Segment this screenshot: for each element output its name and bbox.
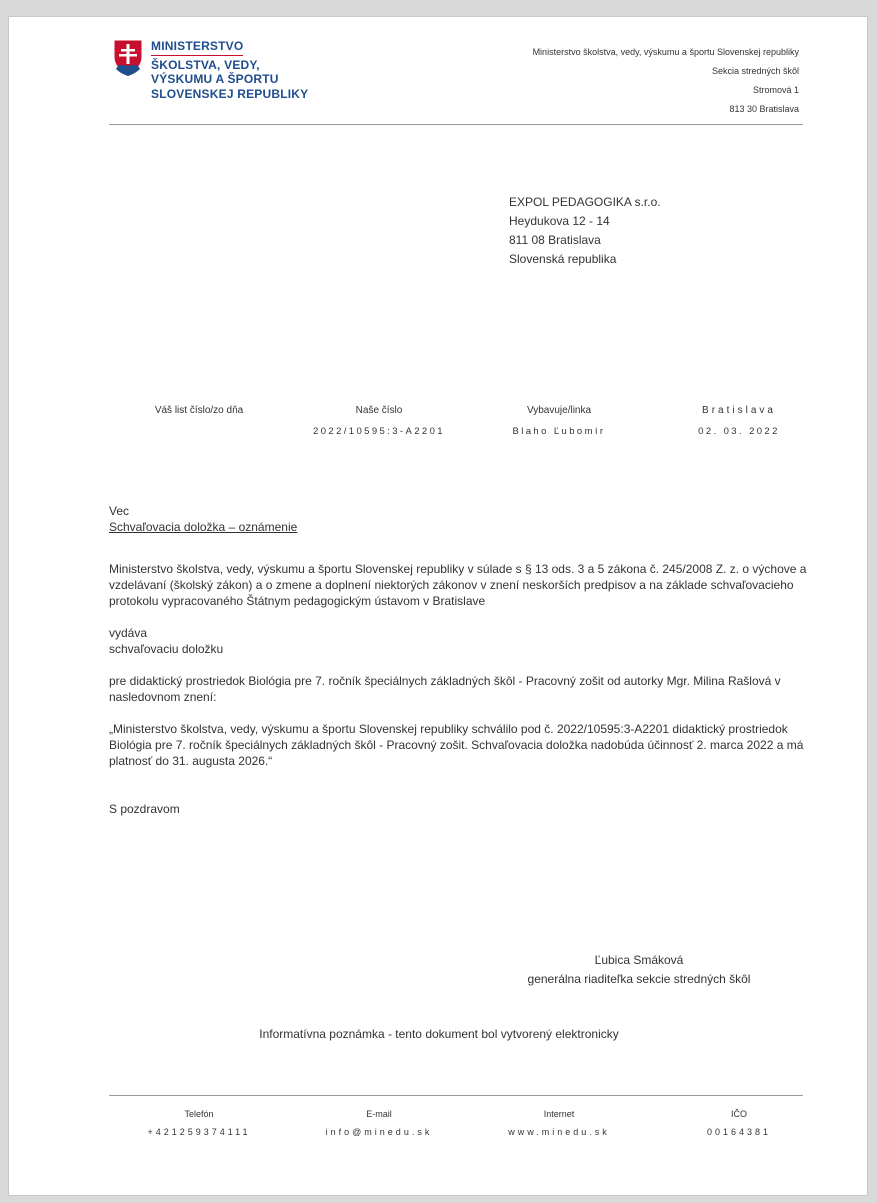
ministry-logo [113,39,313,99]
recipient-line: Slovenská republika [509,252,617,266]
footer-value: info@minedu.sk [325,1127,433,1137]
footer-label: Internet [543,1109,575,1119]
footer-label: E-mail [366,1109,392,1119]
electronic-document-note: Informatívna poznámka - tento dokument bol vytvorený elektronicky [259,1027,619,1041]
footer-internet [479,1109,639,1137]
sender-line: Stromová 1 [752,85,799,95]
footer-email [299,1109,459,1137]
ref-value: Blaho Ľubomír [512,426,606,437]
subject-block [109,503,809,535]
recipient-line: 811 08 Bratislava [509,233,601,247]
ref-label: Naše číslo [355,405,403,416]
subject-title: Schvaľovacia doložka – oznámenie [109,520,298,534]
header-divider [109,124,803,125]
issues-object: schvaľovaciu doložku [109,642,224,656]
ref-handled-by [479,405,639,437]
coat-of-arms-icon [113,39,143,77]
logo-line-3: VÝSKUMU A ŠPORTU [151,72,279,86]
logo-line-4: SLOVENSKEJ REPUBLIKY [151,86,309,101]
issues-verb: vydáva [109,626,148,640]
ref-label: Váš list číslo/zo dňa [154,405,244,416]
footer-phone [119,1109,279,1137]
subject-label: Vec [109,504,130,518]
sender-line: Ministerstvo školstva, vedy, výskumu a športu Slovenskej republiky [532,47,799,57]
ref-your-letter [119,405,279,426]
signatory-name: Ľubica Smáková [594,953,684,967]
letter-page [8,16,868,1196]
recipient-line: EXPOL PEDAGOGIKA s.r.o. [509,195,661,209]
logo-line-2: ŠKOLSTVA, VEDY, [151,57,260,72]
ref-label: Vybavuje/linka [526,405,592,416]
ref-value: 02. 03. 2022 [698,426,780,437]
ref-place-date [659,405,819,437]
closing-greeting: S pozdravom [109,802,180,816]
recipient-line: Heydukova 12 - 14 [509,214,610,228]
footer-label: IČO [730,1109,747,1119]
recipient-address [509,193,661,269]
ref-label: Bratislava [702,405,776,416]
paragraph-approval-quote: „Ministerstvo školstva, vedy, výskumu a športu Slovenskej republiky schválilo pod č. 2022/10595:3-A2201 didaktický prostriedok Biológia pre 7. ročník špeciálnych základných škôl - Pracovný zošit. Schvaľovacia doložka nadobúda účinnosť 2. marca 2022 a má platnosť do 31. augusta 2026.“ [109,722,804,768]
ref-value: 2022/10595:3-A2201 [313,426,445,437]
ref-our-number [294,405,464,437]
footer-value: +421259374111 [147,1127,251,1137]
sender-line: Sekcia stredných škôl [711,66,799,76]
paragraph-legal-basis: Ministerstvo školstva, vedy, výskumu a športu Slovenskej republiky v súlade s § 13 ods. 3 a 5 zákona č. 245/2008 Z. z. o výchove a vzdelávaní (školský zákon) a o zmene a doplnení niektorých zákonov v znení neskorších predpisov a na základe schvaľovacieho protokolu vypracovaného Štátnym pedagogickým ústavom v Bratislave [109,562,807,608]
sender-address [533,43,799,119]
signatory-title: generálna riaditeľka sekcie stredných škôl [527,972,751,986]
paragraph-issues [109,625,809,657]
footer-ico [659,1109,819,1137]
logo-line-1: MINISTERSTVO [151,39,243,56]
footer-divider [109,1095,803,1096]
footer-label: Telefón [184,1109,214,1119]
footer-value: 00164381 [706,1127,772,1137]
signature-block [489,951,789,989]
paragraph-didactic-aid: pre didaktický prostriedok Biológia pre 7. ročník špeciálnych základných škôl - Pracovný zošit od autorky Mgr. Milina Rašlová v nasledovnom znení: [109,674,781,704]
footer-value: www.minedu.sk [508,1127,610,1137]
sender-line: 813 30 Bratislava [729,104,799,114]
